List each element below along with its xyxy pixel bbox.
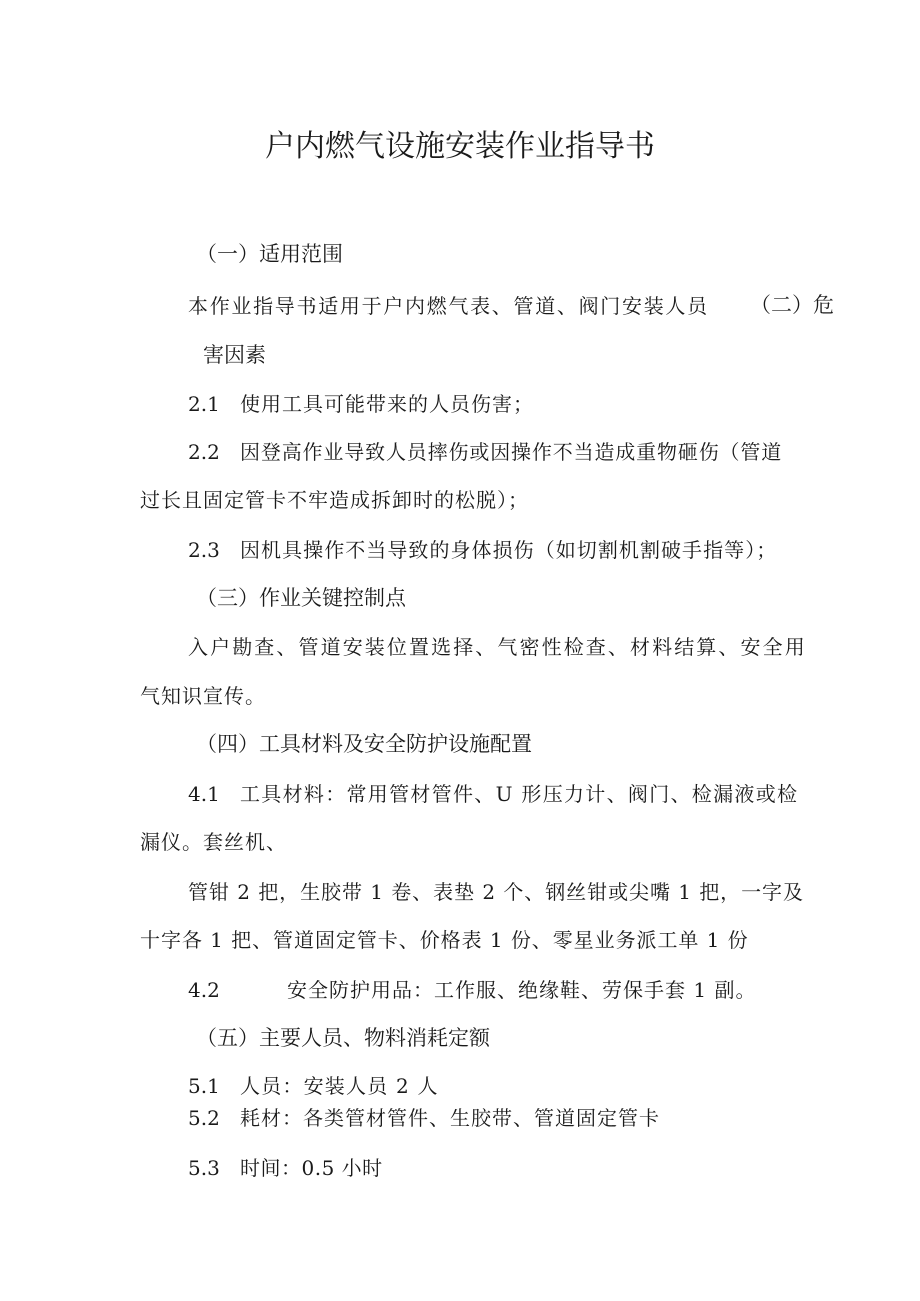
item-2-3-number: 2.3 bbox=[188, 538, 220, 562]
item-5-3-number: 5.3 bbox=[188, 1156, 220, 1180]
item-5-2-text: 耗材：各类管材管件、生胶带、管道固定管卡 bbox=[240, 1106, 660, 1130]
section-1-body: 本作业指导书适用于户内燃气表、管道、阀门安装人员 bbox=[188, 294, 709, 318]
item-2-2-number: 2.2 bbox=[188, 440, 220, 464]
item-4-1-text-line3: 管钳 2 把，生胶带 1 卷、表垫 2 个、钢丝钳或尖嘴 1 把，一字及 bbox=[188, 880, 804, 904]
item-4-1-text-line4: 十字各 1 把、管道固定管卡、价格表 1 份、零星业务派工单 1 份 bbox=[140, 928, 749, 952]
item-2-2-text-line2: 过长且固定管卡不牢造成拆卸时的松脱）； bbox=[140, 488, 529, 512]
section-1-heading: （一）适用范围 bbox=[196, 242, 343, 266]
section-3-body-line2: 气知识宣传。 bbox=[140, 684, 266, 708]
section-2-heading-part2: 害因素 bbox=[203, 343, 266, 367]
item-5-2-number: 5.2 bbox=[188, 1106, 220, 1130]
item-4-2-text: 安全防护用品：工作服、绝缘鞋、劳保手套 1 副。 bbox=[287, 978, 757, 1002]
section-3-heading: （三）作业关键控制点 bbox=[196, 586, 406, 610]
item-5-1-text: 人员：安装人员 2 人 bbox=[240, 1074, 439, 1098]
item-4-1-text-line1: 工具材料：常用管材管件、U 形压力计、阀门、检漏液或检 bbox=[240, 782, 799, 806]
item-4-1-text-line2: 漏仪。套丝机、 bbox=[140, 830, 287, 854]
item-2-3-text: 因机具操作不当导致的身体损伤（如切割机割破手指等）； bbox=[240, 538, 778, 562]
item-2-1-number: 2.1 bbox=[188, 392, 220, 416]
section-5-heading: （五）主要人员、物料消耗定额 bbox=[196, 1026, 490, 1050]
section-2-heading-part1: （二）危 bbox=[750, 293, 834, 317]
item-2-1-text: 使用工具可能带来的人员伤害； bbox=[240, 392, 534, 416]
item-4-2-number: 4.2 bbox=[188, 978, 220, 1002]
document-title: 户内燃气设施安装作业指导书 bbox=[265, 129, 655, 164]
section-4-heading: （四）工具材料及安全防护设施配置 bbox=[196, 732, 532, 756]
item-5-1-number: 5.1 bbox=[188, 1074, 220, 1098]
item-4-1-number: 4.1 bbox=[188, 782, 220, 806]
item-5-3-text: 时间：0.5 小时 bbox=[240, 1156, 383, 1180]
section-3-body-line1: 入户勘查、管道安装位置选择、气密性检查、材料结算、安全用 bbox=[188, 635, 807, 659]
item-2-2-text-line1: 因登高作业导致人员摔伤或因操作不当造成重物砸伤（管道 bbox=[240, 440, 783, 464]
